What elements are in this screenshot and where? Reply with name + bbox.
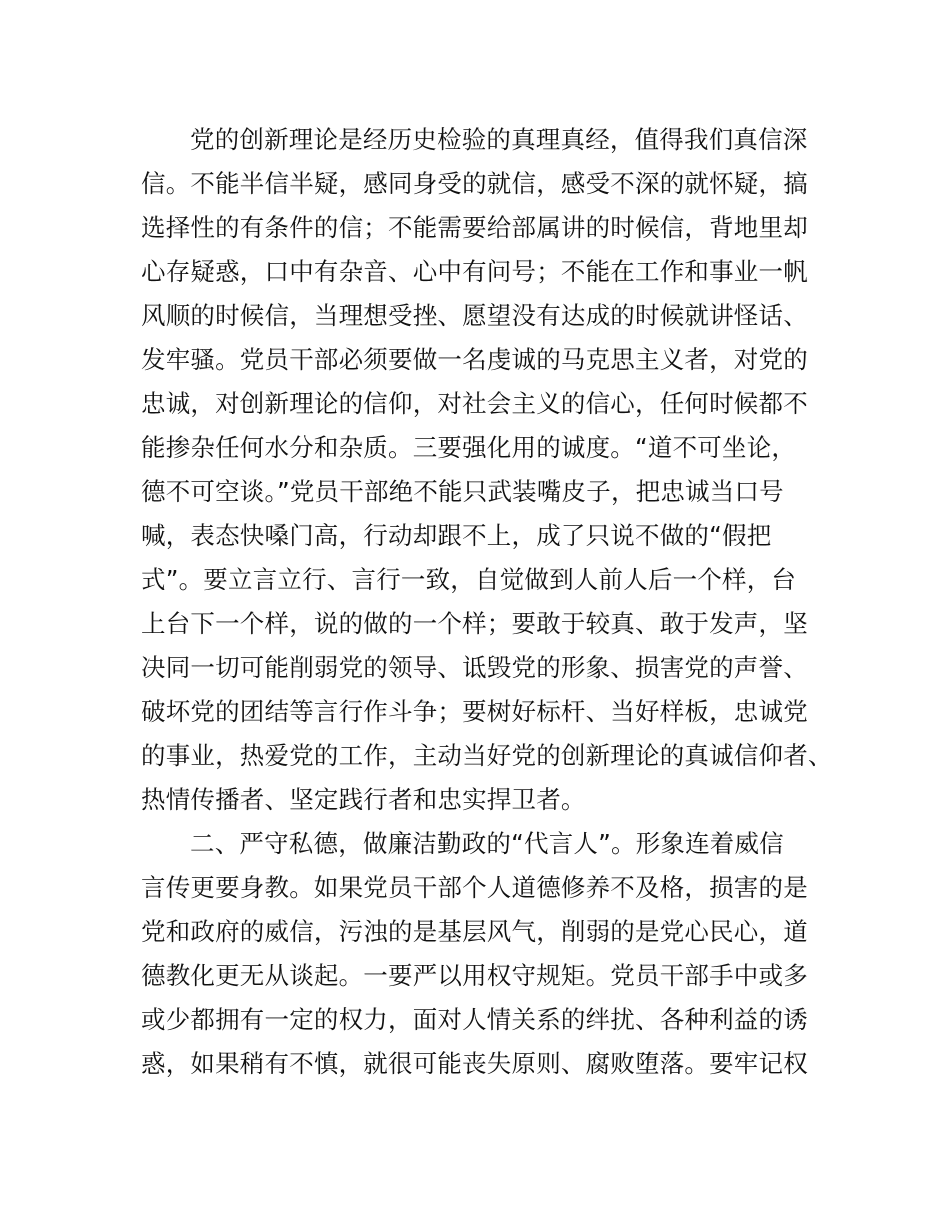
document-body bbox=[141, 118, 833, 1086]
text-line: 决同一切可能削弱党的领导、诋毁党的形象、损害党的声誉、 bbox=[141, 653, 808, 682]
text-line: 德不可空谈。”党员干部绝不能只武装嘴皮子，把忠诚当口号 bbox=[141, 477, 784, 506]
text-line: 言传更要身教。如果党员干部个人道德修养不及格，损害的是 bbox=[141, 873, 808, 902]
text-line: 发牢骚。党员干部必须要做一名虔诚的马克思主义者，对党的 bbox=[141, 345, 808, 374]
text-line: 风顺的时候信，当理想受挫、愿望没有达成的时候就讲怪话、 bbox=[141, 301, 808, 330]
text-line: 二、严守私德，做廉洁勤政的“代言人”。形象连着威信 bbox=[190, 829, 784, 858]
paragraph-1 bbox=[141, 118, 833, 822]
paragraph-2 bbox=[141, 822, 821, 1086]
text-line: 惑，如果稍有不慎，就很可能丧失原则、腐败堕落。要牢记权 bbox=[141, 1049, 808, 1078]
text-line: 式”。要立言立行、言行一致，自觉做到人前人后一个样，台 bbox=[141, 565, 797, 594]
text-line: 上台下一个样，说的做的一个样；要敢于较真、敢于发声，坚 bbox=[141, 609, 808, 638]
text-line: 或少都拥有一定的权力，面对人情关系的绊扰、各种利益的诱 bbox=[141, 1005, 808, 1034]
text-line: 党的创新理论是经历史检验的真理真经，值得我们真信深 bbox=[190, 125, 808, 154]
text-line: 选择性的有条件的信；不能需要给部属讲的时候信，背地里却 bbox=[141, 213, 808, 242]
text-line: 能掺杂任何水分和杂质。三要强化用的诚度。“道不可坐论， bbox=[141, 433, 797, 462]
text-line: 党和政府的威信，污浊的是基层风气，削弱的是党心民心，道 bbox=[141, 917, 808, 946]
text-line: 喊，表态快嗓门高，行动却跟不上，成了只说不做的“假把 bbox=[141, 521, 772, 550]
text-line: 的事业，热爱党的工作，主动当好党的创新理论的真诚信仰者、 bbox=[141, 741, 833, 770]
text-line: 德教化更无从谈起。一要严以用权守规矩。党员干部手中或多 bbox=[141, 961, 808, 990]
text-line: 破坏党的团结等言行作斗争；要树好标杆、当好样板，忠诚党 bbox=[141, 697, 808, 726]
text-line: 心存疑惑，口中有杂音、心中有问号；不能在工作和事业一帆 bbox=[141, 257, 808, 286]
text-line: 热情传播者、坚定践行者和忠实捍卫者。 bbox=[141, 785, 586, 814]
text-line: 信。不能半信半疑，感同身受的就信，感受不深的就怀疑，搞 bbox=[141, 169, 808, 198]
text-line: 忠诚，对创新理论的信仰，对社会主义的信心，任何时候都不 bbox=[141, 389, 808, 418]
